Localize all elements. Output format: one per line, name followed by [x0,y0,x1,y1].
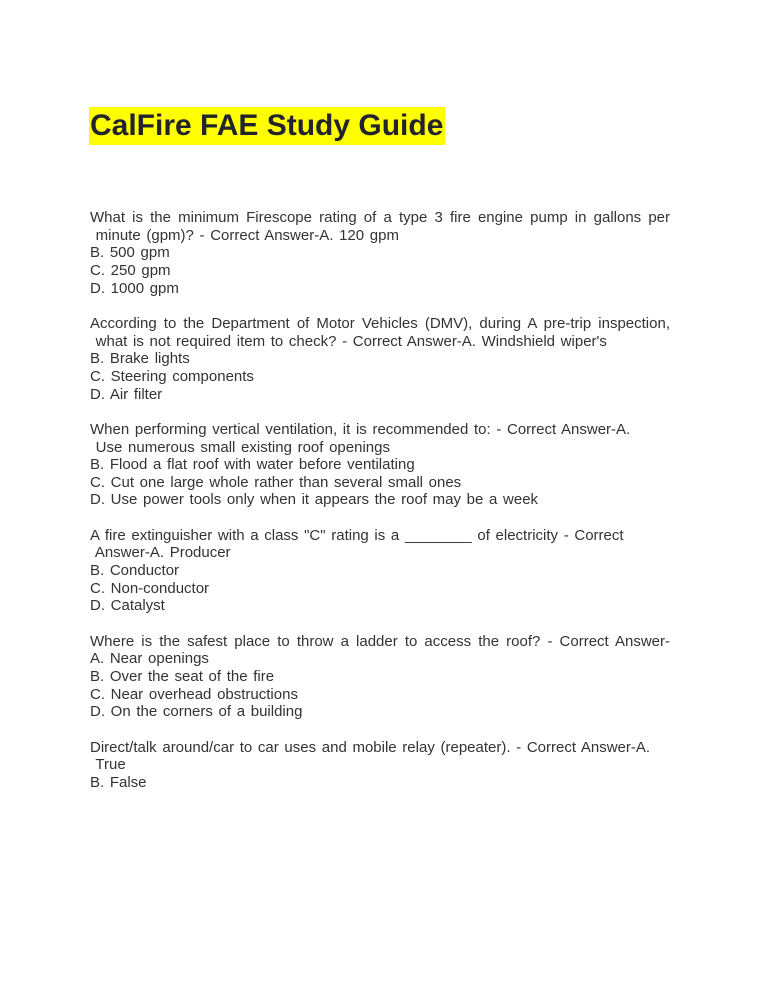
answer-line: D. Air filter [90,385,163,403]
question-text: What is the minimum Firescope rating of a type 3 fire engine pump in gallons per [90,209,670,226]
question-block [90,315,670,403]
document-title: CalFire FAE Study Guide [89,107,445,145]
answer-line: C. Steering components [90,367,254,385]
answer-line: C. 250 gpm [90,261,171,279]
answer-line: minute (gpm)? - Correct Answer-A. 120 gpm [90,226,399,244]
question-text: Where is the safest place to throw a ladder to access the roof? - Correct Answer- [90,632,670,650]
answer-line: A. Near openings [90,650,209,668]
answer-line: B. Brake lights [90,350,190,368]
question-text: According to the Department of Motor Vehicles (DMV), during A pre-trip inspection, [90,314,670,332]
question-text: Direct/talk around/car to car uses and mobile relay (repeater). - Correct Answer-A. [90,738,651,756]
question-text: A fire extinguisher with a class "C" rating is a ________ of electricity - Correct [90,526,624,544]
answer-line: D. On the corners of a building [90,703,303,721]
answer-line: B. False [90,773,147,791]
question-block [90,209,670,297]
answer-line: what is not required item to check? - Correct Answer-A. Windshield wiper's [90,332,607,350]
answer-line: D. 1000 gpm [90,279,179,297]
question-list [90,209,670,809]
answer-line: B. Over the seat of the fire [90,668,275,685]
question-block [90,739,670,792]
answer-line: True [90,756,126,774]
question-block [90,421,670,509]
answer-line: B. 500 gpm [90,244,170,262]
answer-line: C. Non-conductor [90,579,210,597]
answer-line: C. Cut one large whole rather than several small ones [90,473,462,491]
answer-line: Answer-A. Producer [90,544,231,562]
question-text: When performing vertical ventilation, it is recommended to: - Correct Answer-A. [90,420,631,438]
answer-line: C. Near overhead obstructions [90,685,298,703]
answer-line: D. Use power tools only when it appears the roof may be a week [90,491,539,509]
question-block [90,527,670,615]
answer-line: D. Catalyst [90,597,165,615]
answer-line: Use numerous small existing roof openings [90,438,390,456]
question-block [90,633,670,721]
answer-line: B. Conductor [90,562,180,580]
answer-line: B. Flood a flat roof with water before ventilating [90,456,415,474]
